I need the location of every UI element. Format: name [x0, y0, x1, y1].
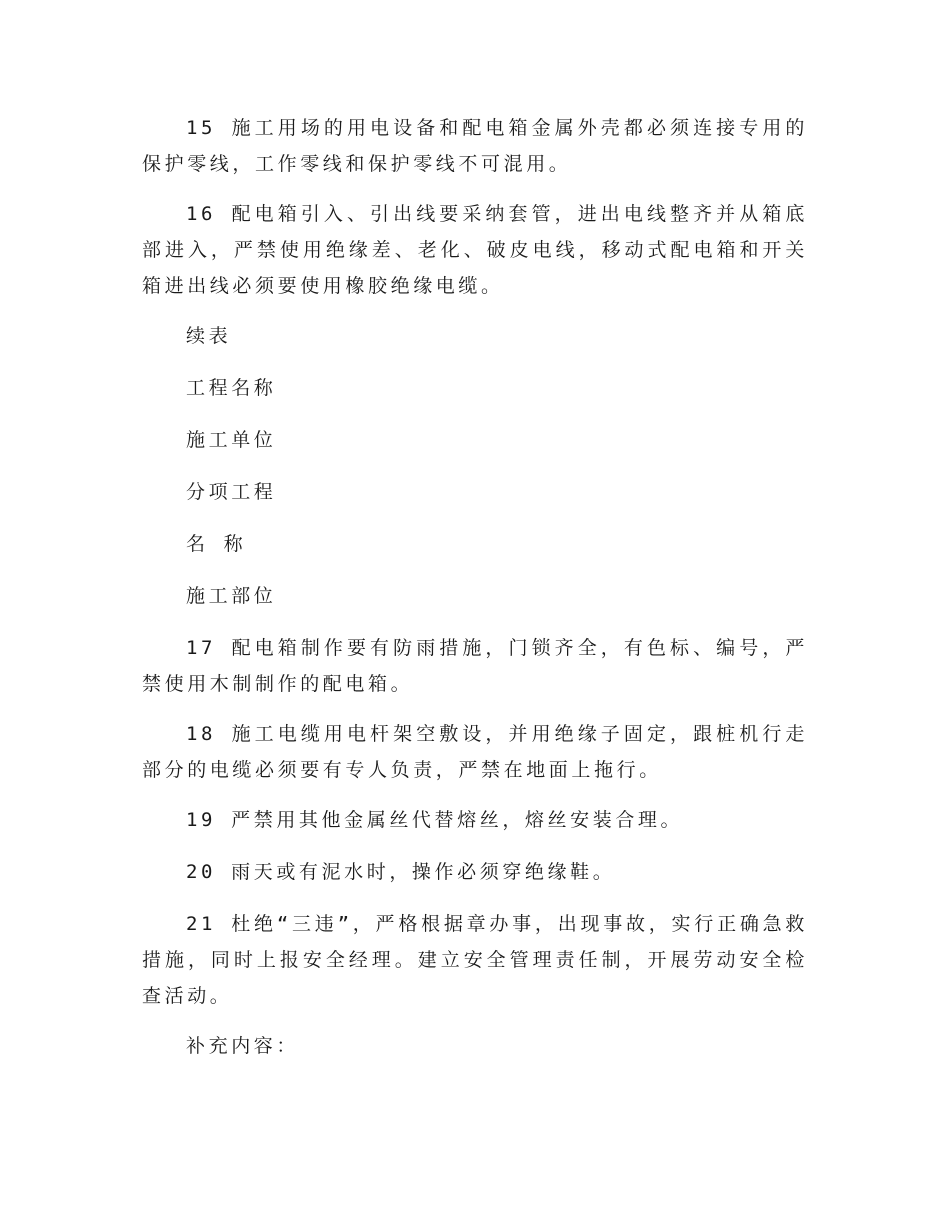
paragraph-item-15: 15 施工用场的用电设备和配电箱金属外壳都必须连接专用的保护零线，工作零线和保护零线不可混用。 — [142, 117, 808, 175]
sub-project-label: 分项工程 — [186, 481, 277, 503]
construction-unit-label: 施工单位 — [186, 429, 277, 451]
paragraph-item-19: 19 严禁用其他金属丝代替熔丝，熔丝安装合理。 — [186, 809, 684, 831]
paragraph-item-17: 17 配电箱制作要有防雨措施，门锁齐全，有色标、编号，严禁使用木制制作的配电箱。 — [142, 637, 808, 695]
paragraph-item-16: 16 配电箱引入、引出线要采纳套管，进出电线整齐并从箱底部进入，严禁使用绝缘差、老化、破皮电线，移动式配电箱和开关箱进出线必须要使用橡胶绝缘电缆。 — [142, 203, 808, 297]
name-label: 名 称 — [186, 533, 247, 555]
supplementary-content-label: 补充内容： — [186, 1035, 300, 1057]
paragraph-item-18: 18 施工电缆用电杆架空敷设，并用绝缘子固定，跟桩机行走部分的电缆必须要有专人负责，严禁在地面上拖行。 — [142, 723, 808, 781]
paragraph-item-21: 21 杜绝“三违”，严格根据章办事，出现事故，实行正确急救措施，同时上报安全经理。建立安全管理责任制，开展劳动安全检查活动。 — [142, 913, 808, 1007]
paragraph-item-20: 20 雨天或有泥水时，操作必须穿绝缘鞋。 — [186, 861, 616, 883]
continued-table-label: 续表 — [186, 325, 232, 347]
construction-location-label: 施工部位 — [186, 585, 277, 607]
document-body — [142, 110, 808, 1080]
project-name-label: 工程名称 — [186, 377, 277, 399]
